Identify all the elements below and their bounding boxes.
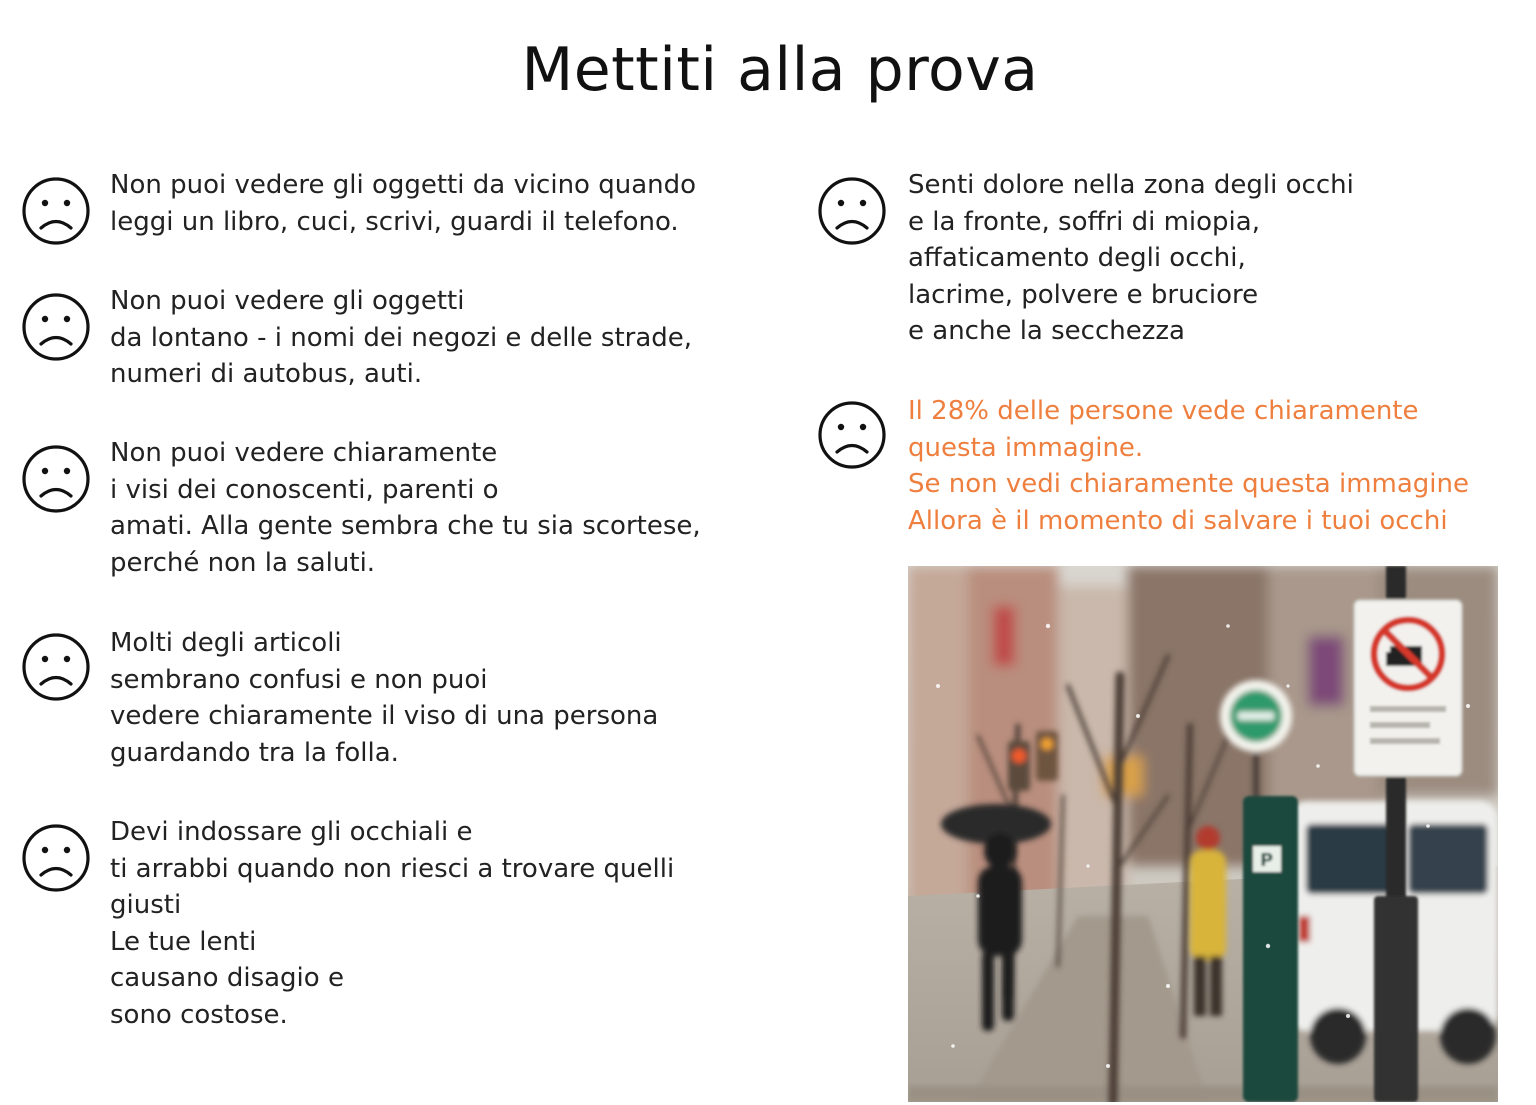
symptom-text: Molti degli articoli sembrano confusi e non puoi vedere chiaramente il viso di una persona guardando tra la folla. xyxy=(110,628,659,768)
symptom-item-near-vision xyxy=(20,167,780,257)
symptom-item-far-vision xyxy=(20,283,780,403)
sad-face-icon xyxy=(20,291,92,363)
svg-text:P: P xyxy=(1260,850,1274,871)
symptom-text: Senti dolore nella zona degli occhi e la fronte, soffri di miopia, affaticamento degli occhi, lacrime, polvere e bruciore e anche la secchezza xyxy=(908,170,1354,347)
symptom-item-glasses xyxy=(20,814,780,1039)
symptom-text: Devi indossare gli occhiali e ti arrabbi quando non riesci a trovare quelli giusti Le tue lenti causano disagio e sono costose. xyxy=(110,817,675,1030)
sad-face-icon xyxy=(20,631,92,703)
page-title: Mettiti alla prova xyxy=(521,35,1039,105)
symptom-text: Non puoi vedere gli oggetti da vicino quando leggi un libro, cuci, scrivi, guardi il telefono. xyxy=(110,170,697,237)
sad-face-icon xyxy=(20,822,92,894)
sad-face-icon xyxy=(20,443,92,515)
symptom-item-crowd xyxy=(20,625,780,775)
vision-test-text: Il 28% delle persone vede chiaramente questa immagine. Se non vedi chiaramente questa immagine Allora è il momento di salvare i tuoi occhi xyxy=(908,396,1470,536)
vision-test-callout xyxy=(816,393,1531,543)
blurred-street-photo xyxy=(908,566,1498,1102)
symptom-text: Non puoi vedere gli oggetti da lontano - i nomi dei negozi e delle strade, numeri di autobus, auti. xyxy=(110,286,693,390)
symptom-item-faces xyxy=(20,435,780,585)
symptom-item-eye-pain xyxy=(816,167,1531,357)
sad-face-icon xyxy=(816,399,888,471)
sad-face-icon xyxy=(20,175,92,247)
symptom-text: Non puoi vedere chiaramente i visi dei conoscenti, parenti o amati. Alla gente sembra che tu sia scortese, perché non la saluti. xyxy=(110,438,701,578)
sad-face-icon xyxy=(816,175,888,247)
